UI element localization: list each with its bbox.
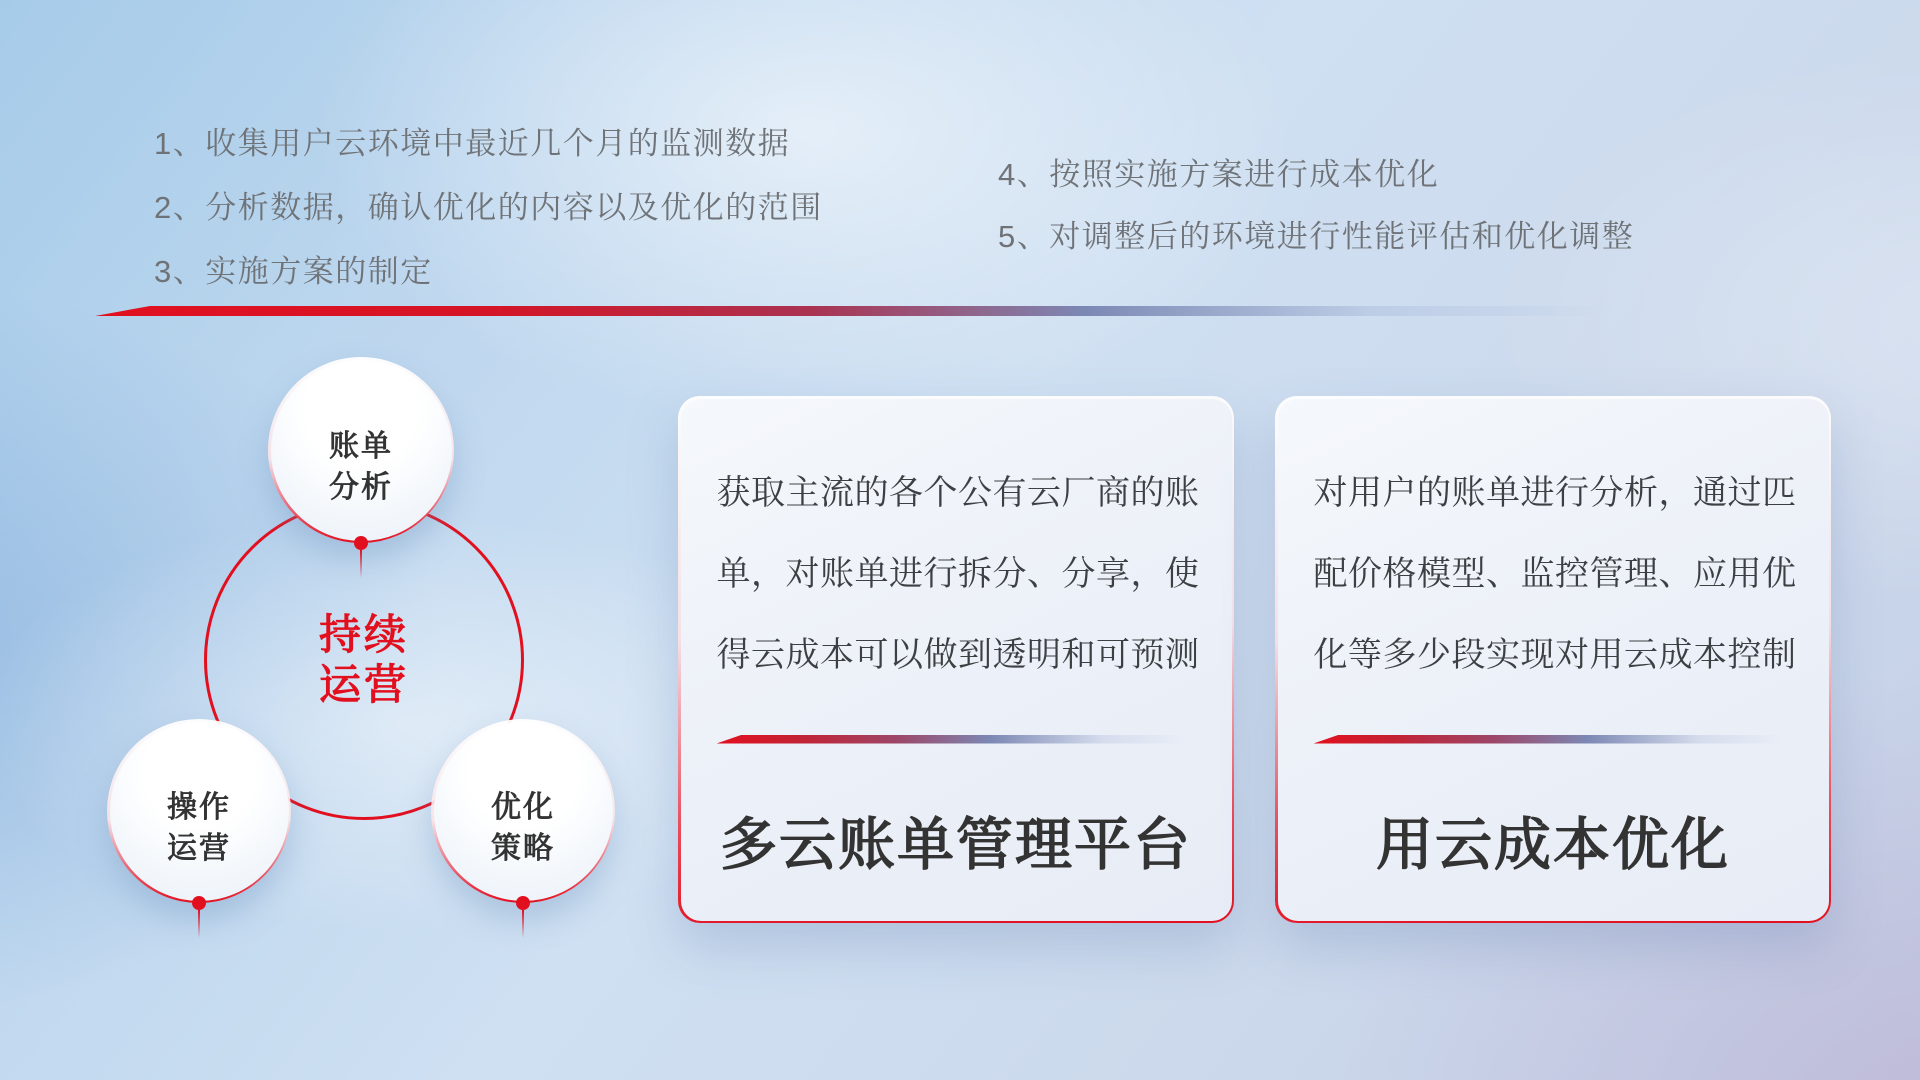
card-title: 多云账单管理平台 bbox=[720, 812, 1192, 877]
pin-dot-icon bbox=[354, 536, 368, 550]
process-steps-left bbox=[154, 112, 823, 304]
section-divider-line bbox=[95, 306, 1690, 316]
pin-tail bbox=[198, 910, 200, 938]
cycle-center-line2: 运营 bbox=[318, 661, 409, 708]
process-step-3: 3、实施方案的制定 bbox=[154, 254, 433, 289]
card-description: 对用户的账单进行分析，通过匹配价格模型、监控管理、应用优化等多少段实现对用云成本控制 bbox=[1313, 473, 1797, 674]
card-multicloud-billing bbox=[678, 396, 1234, 923]
cycle-node-bill-analysis bbox=[268, 357, 454, 543]
pin-tail bbox=[522, 910, 524, 938]
card-divider-line bbox=[1314, 735, 1785, 744]
node-face bbox=[271, 360, 452, 541]
node-face bbox=[110, 722, 289, 901]
process-step-1: 1、收集用户云环境中最近几个月的监测数据 bbox=[154, 126, 791, 161]
card-surface bbox=[681, 399, 1232, 921]
node-label-line1: 操作 bbox=[167, 791, 231, 824]
node-label-line2: 分析 bbox=[329, 471, 393, 504]
node-label-line1: 账单 bbox=[329, 430, 393, 463]
pin-dot-icon bbox=[516, 896, 530, 910]
cycle-node-operation bbox=[107, 719, 291, 903]
cycle-node-optimize-strategy bbox=[431, 719, 615, 903]
process-step-4: 4、按照实施方案进行成本优化 bbox=[998, 157, 1440, 192]
cycle-center-line1: 持续 bbox=[318, 611, 409, 658]
process-step-2: 2、分析数据，确认优化的内容以及优化的范围 bbox=[154, 190, 823, 225]
process-step-5: 5、对调整后的环境进行性能评估和优化调整 bbox=[998, 219, 1635, 254]
card-divider-line bbox=[717, 735, 1188, 744]
node-label-line2: 策略 bbox=[491, 832, 555, 865]
pin-tail bbox=[360, 550, 362, 578]
pin-dot-icon bbox=[192, 896, 206, 910]
card-description: 获取主流的各个公有云厂商的账单，对账单进行拆分、分享，使得云成本可以做到透明和可预测 bbox=[716, 473, 1200, 674]
node-face bbox=[434, 722, 613, 901]
node-label-line2: 运营 bbox=[167, 832, 231, 865]
node-label-line1: 优化 bbox=[491, 791, 555, 824]
process-steps-right bbox=[998, 144, 1634, 268]
card-cloud-cost-optimization bbox=[1275, 396, 1831, 923]
card-surface bbox=[1278, 399, 1829, 921]
card-title: 用云成本优化 bbox=[1376, 812, 1730, 877]
